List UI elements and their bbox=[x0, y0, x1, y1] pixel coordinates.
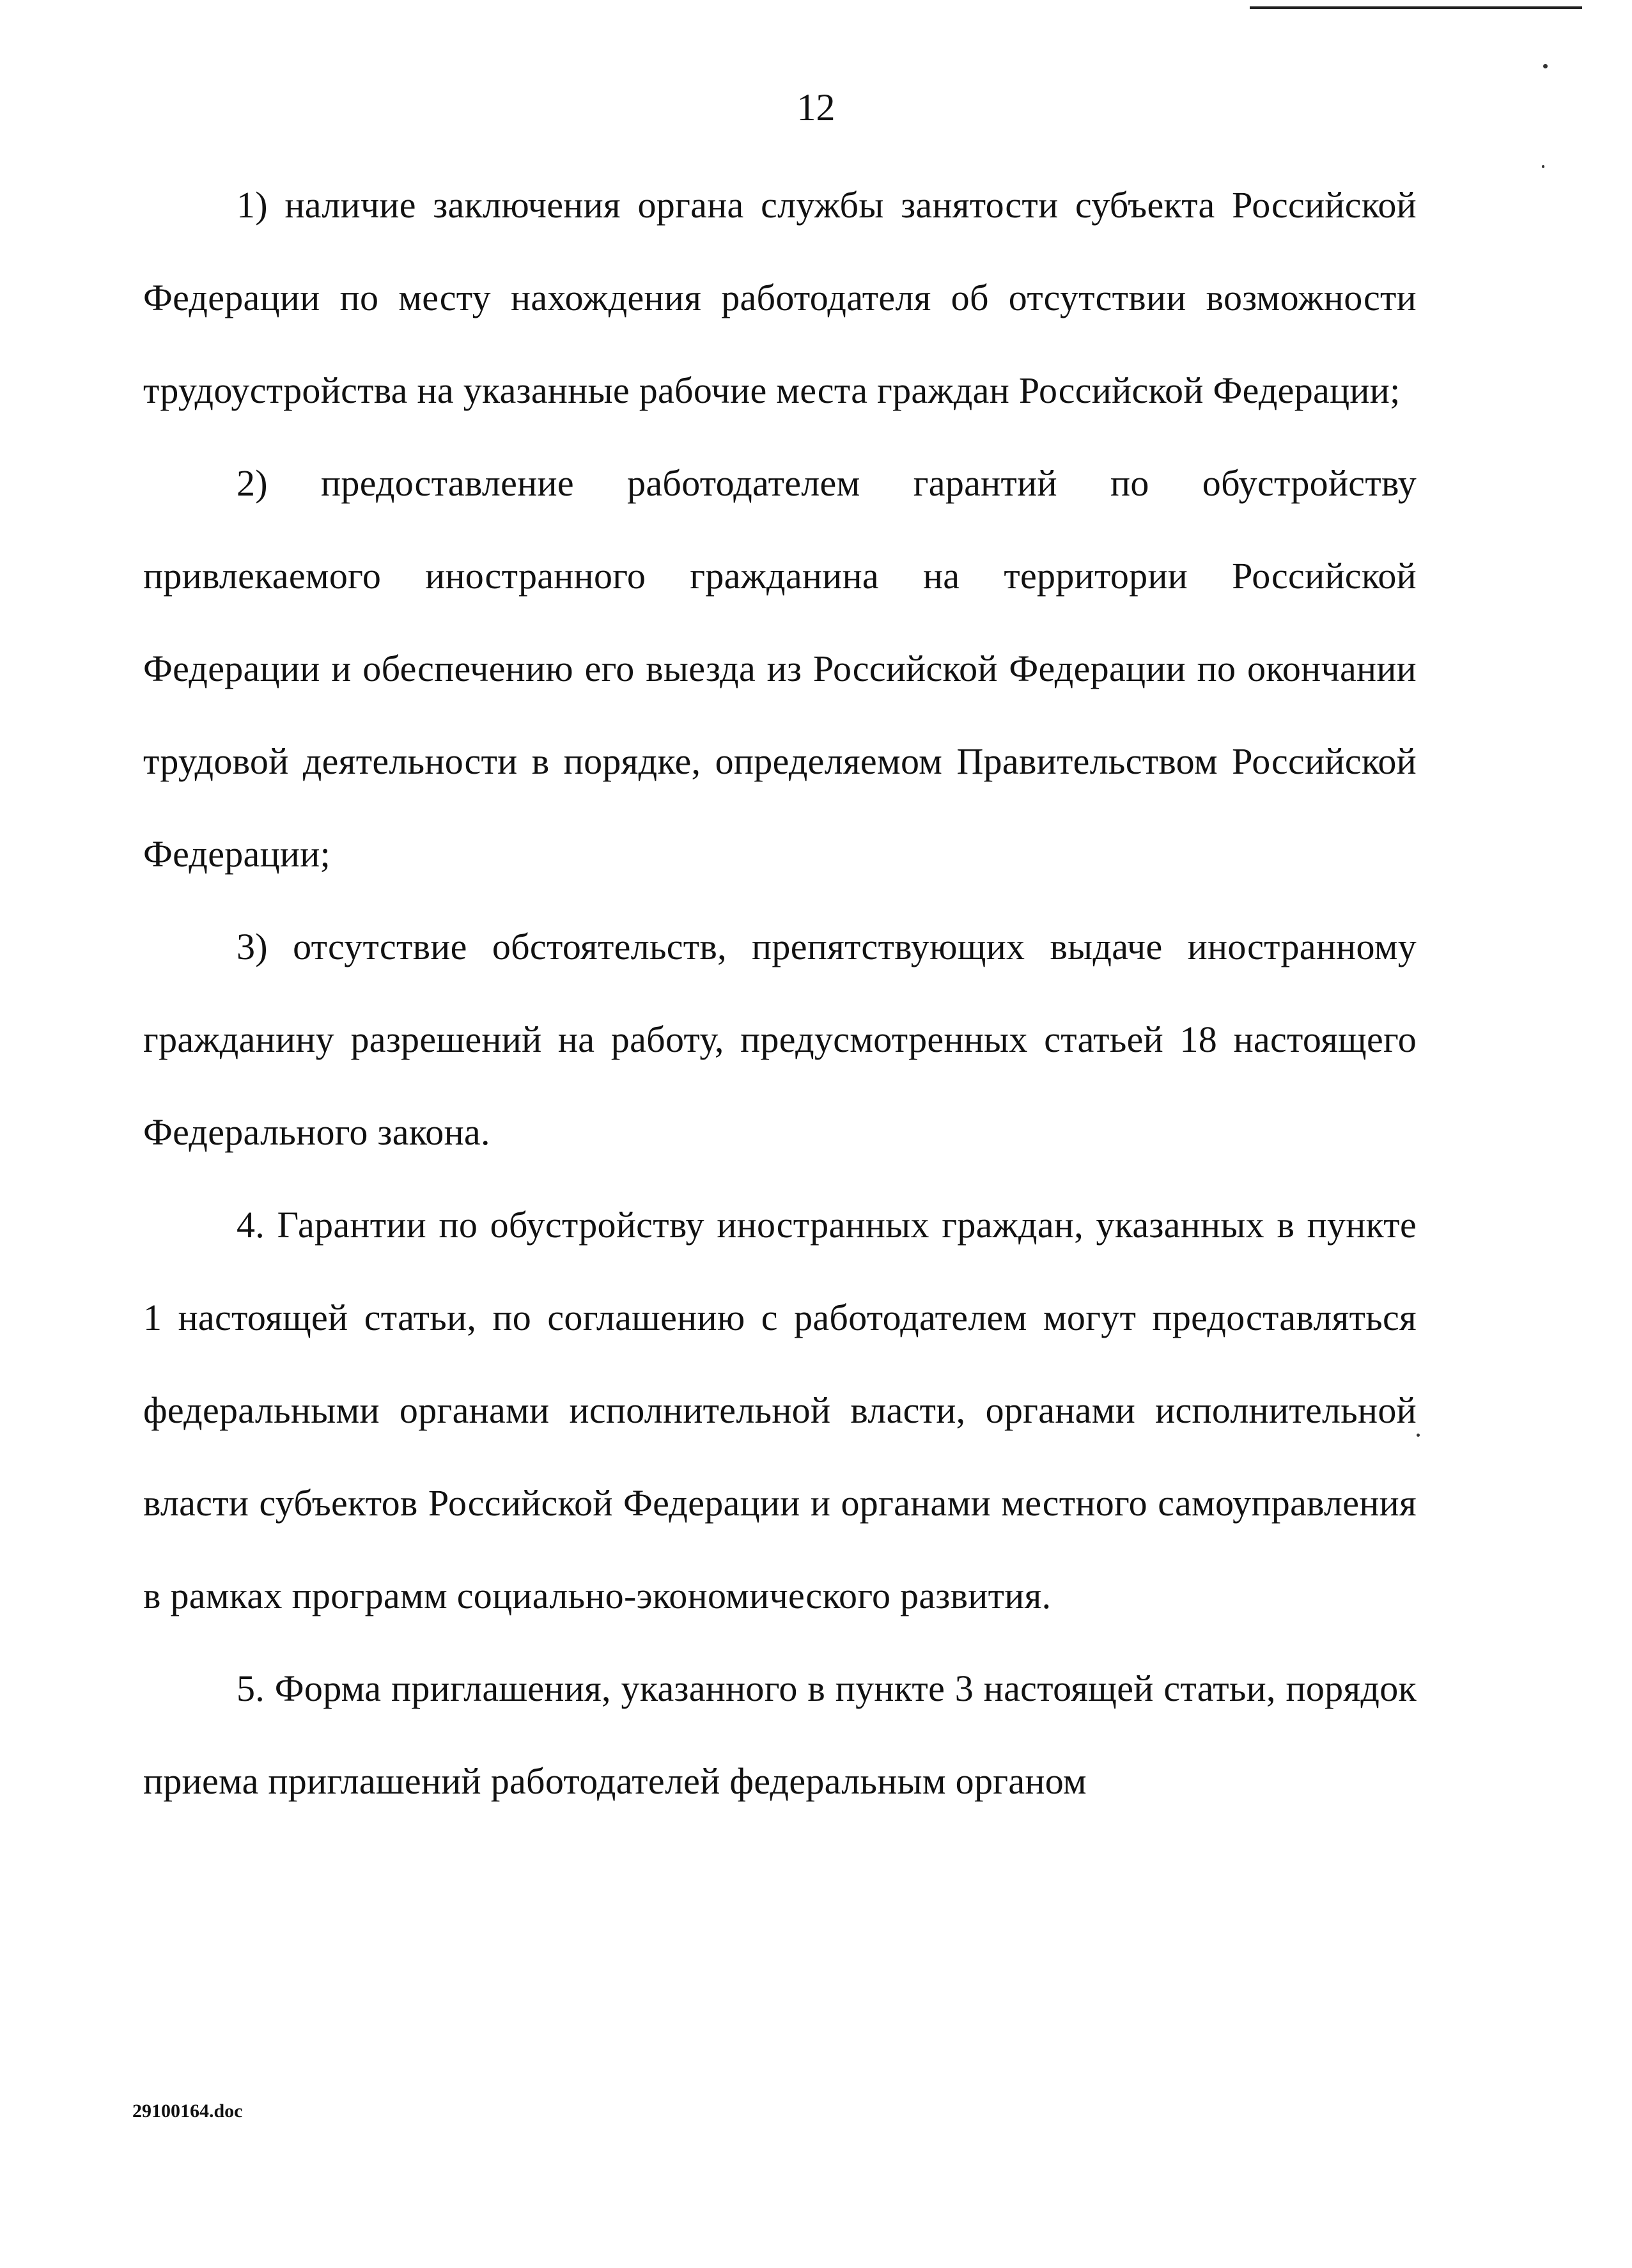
paragraph-item-3: 3) отсутствие обстоятельств, препятствующих выдаче иностранному гражданину разрешений на работу, предусмотренных статьей 18 настоящего Федерального закона. bbox=[143, 926, 1417, 1153]
document-body bbox=[143, 159, 1417, 1827]
top-rule bbox=[1250, 6, 1582, 9]
paragraph-4: 4. Гарантии по обустройству иностранных граждан, указанных в пункте 1 настоящей статьи, по соглашению с работодателем могут предоставляться федеральными органами исполнительной власти, органами исполнительной власти субъектов Российской Федерации и органами местного самоуправления в рамках программ социально-экономического развития. bbox=[143, 1204, 1417, 1616]
paragraph-5: 5. Форма приглашения, указанного в пункте 3 настоящей статьи, порядок приема приглашений работодателей федеральным органом bbox=[143, 1668, 1417, 1802]
scan-speck bbox=[1417, 1434, 1420, 1437]
scan-speck bbox=[1542, 165, 1544, 168]
footer-filename: 29100164.doc bbox=[132, 2100, 243, 2122]
page-number: 12 bbox=[797, 86, 835, 129]
scan-speck bbox=[1543, 64, 1548, 68]
paragraph-item-1: 1) наличие заключения органа службы занятости субъекта Российской Федерации по месту нахождения работодателя об отсутствии возможности трудоустройства на указанные рабочие места граждан Российской Федерации; bbox=[143, 184, 1417, 411]
paragraph-item-2: 2) предоставление работодателем гарантий по обустройству привлекаемого иностранного гражданина на территории Российской Федерации и обеспечению его выезда из Российской Федерации по окончании трудовой деятельности в порядке, определяемом Правительством Российской Федерации; bbox=[143, 462, 1417, 875]
